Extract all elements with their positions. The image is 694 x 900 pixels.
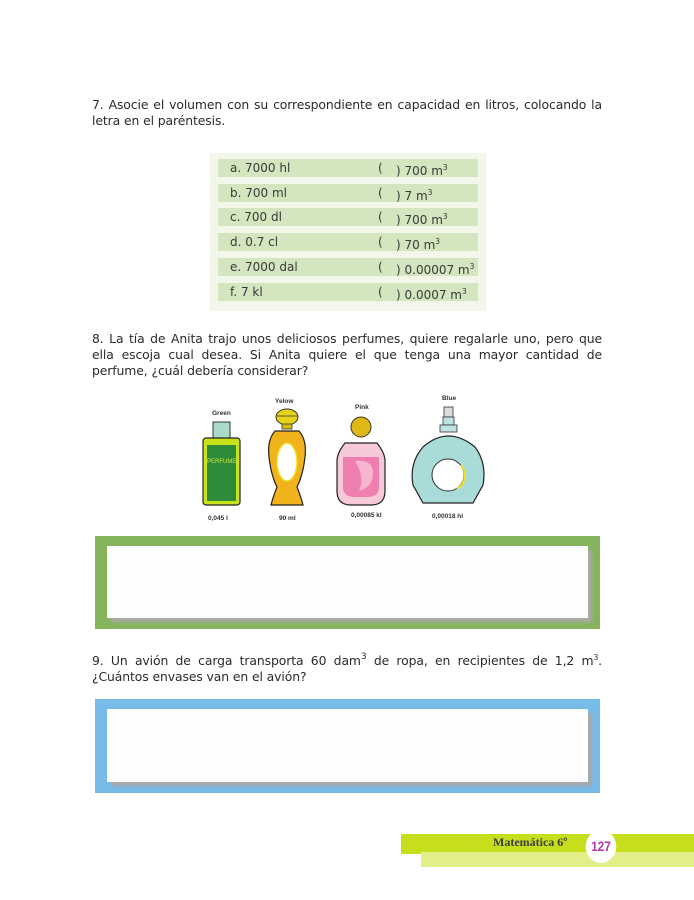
bottles-graphic (195, 395, 495, 515)
answer-paren[interactable]: ( (378, 235, 383, 249)
question-9-answer-box (95, 699, 600, 793)
capacity-cell: b. 700 ml (230, 186, 287, 200)
answer-paren[interactable]: ( (378, 186, 383, 200)
answer-paren[interactable]: ( (378, 285, 383, 299)
perfume-label-text: PERFUME (207, 459, 237, 465)
volume-cell: ) 0.0007 $m^3$ (396, 287, 467, 302)
bottle-value-blue: 0,00018 hl (432, 513, 464, 520)
footer-bar-light (421, 852, 694, 867)
bottle-value-pink: 0,00085 kl (351, 512, 382, 519)
volume-cell: ) 70 $m^3$ (396, 237, 441, 252)
capacity-cell: f. 7 kl (230, 285, 263, 299)
yellow-perfume-bottle (269, 409, 306, 505)
capacity-cell: e. 7000 dal (230, 260, 298, 274)
table-row (218, 233, 478, 251)
answer-paren[interactable]: ( (378, 210, 383, 224)
blue-perfume-bottle (412, 407, 484, 503)
answer-paren[interactable]: ( (378, 161, 383, 175)
answer-paren[interactable]: ( (378, 260, 383, 274)
question-8-answer-box (95, 536, 600, 629)
table-row (218, 184, 478, 202)
bottle-name-green: Green (212, 410, 231, 417)
table-row (218, 208, 478, 226)
volume-cell: ) 700 $m^3$ (396, 163, 448, 178)
question-7-text: 7. Asocie el volumen con su correspondiente en capacidad en litros, colocando la letra en el paréntesis. (92, 97, 602, 128)
bottle-name-blue: Blue (442, 395, 457, 402)
table-row (218, 283, 478, 301)
pink-perfume-bottle (337, 417, 385, 505)
question-8-text: 8. La tía de Anita trajo unos deliciosos perfumes, quiere regalarle uno, pero que ella escoja cual desea. Si Anita quiere el que tenga una mayor cantidad de perfume, ¿cuál debería considerar? (92, 331, 602, 378)
volume-cell: ) 0.00007 $m^3$ (396, 262, 475, 277)
page-number: 127 (586, 830, 617, 863)
bottle-value-yellow: 90 ml (279, 515, 296, 522)
question-9-text: 9. Un avión de carga transporta 60 dam$^3$ de ropa, en recipientes de 1,2 $m^3$. ¿Cuántos envases van en el avión? (92, 652, 602, 684)
capacity-cell: c. 700 dl (230, 210, 282, 224)
volume-capacity-table (210, 153, 486, 311)
bottle-value-green: 0,045 l (208, 515, 228, 522)
question-9-answer-area[interactable] (107, 709, 588, 782)
capacity-cell: d. 0.7 cl (230, 235, 279, 249)
question-8-answer-area[interactable] (107, 546, 588, 618)
book-title: Matemática 6º (493, 835, 568, 849)
capacity-cell: a. 7000 hl (230, 161, 291, 175)
perfume-bottles-illustration (195, 395, 495, 525)
bottle-name-yellow: Yelow (275, 398, 294, 405)
table-row (218, 258, 478, 276)
volume-cell: ) 7 $m^3$ (396, 188, 433, 203)
volume-cell: ) 700 $m^3$ (396, 212, 448, 227)
table-row (218, 159, 478, 177)
bottle-name-pink: Pink (355, 404, 369, 411)
